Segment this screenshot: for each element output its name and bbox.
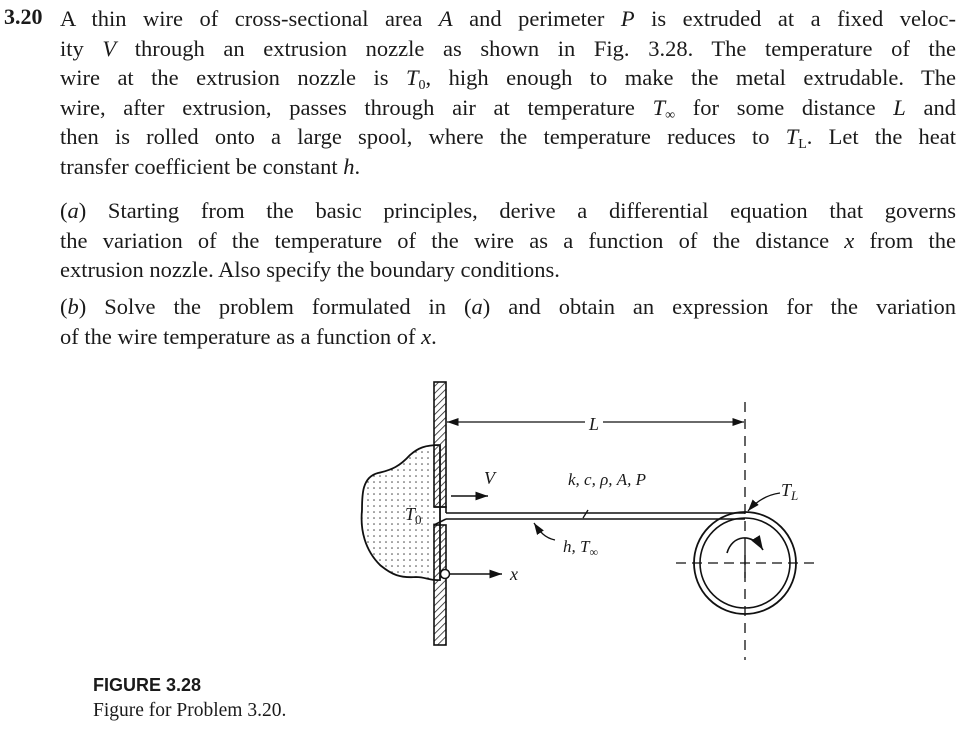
statement-line: wire at the extrusion nozzle is $T_0$, high enough to make the metal extrudable. The [60,65,956,93]
velocity-label: V [484,468,495,488]
spool-temperature-label: $T_L$ [781,480,799,503]
statement-line: wire, after extrusion, passes through air at temperature $T_\infty$ for some distance L and [60,94,956,123]
spool [676,402,814,660]
statement-line: then is rolled onto a large spool, where the temperature reduces to $T_L$. Let the heat [60,124,956,152]
wire [446,510,745,519]
length-label: L [589,414,600,434]
problem-number: 3.20 [4,4,43,29]
svg-text:h, T∞: h, $T_\infty$ [563,537,599,559]
part-b-line: of the wire temperature as a function of x. [60,323,437,349]
part-a-line: the variation of the temperature of the wire as a function of the distance x from the [60,227,956,253]
x-axis-label: x [510,564,518,584]
statement-line: A thin wire of cross-sectional area A and perimeter P is extruded at a fixed veloc- [60,6,957,31]
part-a-line: (a) Starting from the basic principles, derive a differential equation that governs [60,198,956,223]
part-b-line: (b) Solve the problem formulated in (a) and obtain an expression for the variation [60,294,956,319]
wire-properties-label: k, c, ρ, A, P [568,470,647,489]
x-axis [441,564,519,584]
statement-line: transfer coefficient be constant h. [60,153,361,179]
part-a-line: extrusion nozzle. Also specify the boundary conditions. [60,257,560,282]
velocity-arrow [451,468,497,496]
svg-text:T0: $T_0$ [405,504,422,527]
figure-caption-text: Figure for Problem 3.20. [93,700,287,721]
statement-line: ity V through an extrusion nozzle as shown in Fig. 3.28. The temperature of the [60,35,956,61]
length-dimension [447,414,744,434]
figure-caption-title: FIGURE 3.28 [93,675,202,695]
convection-label [534,523,598,559]
molten-metal-reservoir [362,445,440,580]
